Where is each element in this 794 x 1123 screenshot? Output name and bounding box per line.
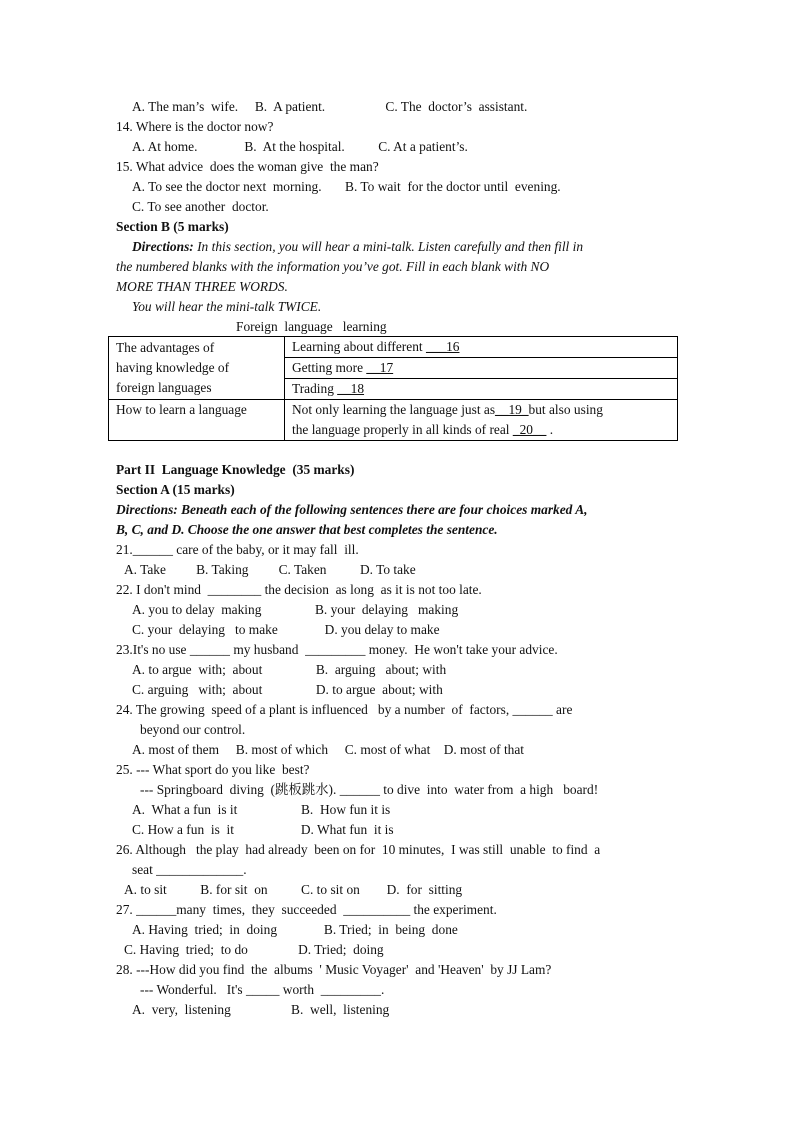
- part-ii-title: Part II Language Knowledge (35 marks): [116, 462, 355, 477]
- q25-options-cd: C. How a fun is it D. What fun it is: [132, 822, 394, 837]
- advantages-line2: having knowledge of: [116, 360, 230, 375]
- q24-stem-line2: beyond our control.: [140, 722, 246, 737]
- row-text: Not only learning the language just as: [292, 402, 496, 417]
- q23-stem: 23.It's no use ______ my husband _________ money. He won't take your advice.: [116, 642, 558, 657]
- section-a-title: Section A (15 marks): [116, 482, 235, 497]
- how-to-learn-cell: How to learn a language: [109, 400, 285, 441]
- row-text: the language properly in all kinds of real: [292, 422, 513, 437]
- blank-18: __18: [337, 381, 365, 396]
- table-title: Foreign language learning: [236, 319, 387, 334]
- q25-stem-line2: --- Springboard diving (跳板跳水). ______ to dive into water from a high board!: [140, 782, 599, 797]
- blank-18-cell: [285, 379, 678, 400]
- q26-options: A. to sit B. for sit on C. to sit on D. for sitting: [124, 882, 463, 897]
- advantages-line3: foreign languages: [116, 380, 212, 395]
- q23-options-ab: A. to argue with; about B. arguing about; with: [132, 662, 447, 677]
- table-row: [109, 337, 678, 358]
- section-b-directions-line3: MORE THAN THREE WORDS.: [116, 279, 288, 294]
- section-b-twice-note: You will hear the mini-talk TWICE.: [132, 299, 322, 314]
- mini-talk-table: [108, 336, 678, 441]
- q27-options-cd: C. Having tried; to do D. Tried; doing: [124, 942, 384, 957]
- directions-text: In this section, you will hear a mini-talk. Listen carefully and then fill in: [193, 239, 584, 254]
- section-b-title: Section B (5 marks): [116, 219, 229, 234]
- blank-19: __19_: [495, 402, 529, 417]
- q14-options: A. At home. B. At the hospital. C. At a patient’s.: [132, 139, 468, 154]
- q28-stem-line2: --- Wonderful. It's _____ worth _________.: [140, 982, 385, 997]
- q25-options-ab: A. What a fun is it B. How fun it is: [132, 802, 391, 817]
- part-ii-directions-line1: [116, 502, 588, 518]
- q27-options-ab: A. Having tried; in doing B. Tried; in being done: [132, 922, 458, 937]
- advantages-cell: [109, 337, 285, 400]
- directions-label: Directions:: [116, 502, 178, 517]
- table-row: [109, 400, 678, 441]
- q15-options-ab: A. To see the doctor next morning. B. To wait for the doctor until evening.: [132, 179, 561, 194]
- blank-16-cell: [285, 337, 678, 358]
- row-text: Trading: [292, 381, 338, 396]
- blank-17: __17: [366, 360, 394, 375]
- q15-option-c: C. To see another doctor.: [132, 199, 269, 214]
- advantages-line1: The advantages of: [116, 340, 215, 355]
- row-text: but also using: [528, 402, 603, 417]
- q28-options-ab: A. very, listening B. well, listening: [132, 1002, 390, 1017]
- row-text: Getting more: [292, 360, 367, 375]
- blank-19-20-cell: [285, 400, 678, 441]
- section-b-directions-line2: the numbered blanks with the information you’ve got. Fill in each blank with NO: [116, 259, 550, 274]
- q15-stem: 15. What advice does the woman give the man?: [116, 159, 379, 174]
- blank-17-cell: [285, 358, 678, 379]
- q24-stem-line1: 24. The growing speed of a plant is influenced by a number of factors, ______ are: [116, 702, 573, 717]
- directions-label: Directions:: [132, 239, 194, 254]
- blank-16: ___16: [426, 339, 460, 354]
- directions-text: Beneath each of the following sentences there are four choices marked A,: [177, 502, 588, 517]
- q25-stem-line1: 25. --- What sport do you like best?: [116, 762, 310, 777]
- q21-options: A. Take B. Taking C. Taken D. To take: [124, 562, 416, 577]
- row-text: Learning about different: [292, 339, 423, 354]
- q24-options: A. most of them B. most of which C. most of what D. most of that: [132, 742, 525, 757]
- blank-20: _20__: [512, 422, 547, 437]
- q13-options: A. The man’s wife. B. A patient. C. The doctor’s assistant.: [132, 99, 528, 114]
- section-b-directions-line1: [132, 239, 583, 255]
- q26-stem-line2: seat _____________.: [132, 862, 247, 877]
- q22-options-cd: C. your delaying to make D. you delay to make: [132, 622, 440, 637]
- q21-stem: 21.______ care of the baby, or it may fall ill.: [116, 542, 359, 557]
- q22-stem: 22. I don't mind ________ the decision as long as it is not too late.: [116, 582, 482, 597]
- q23-options-cd: C. arguing with; about D. to argue about; with: [132, 682, 443, 697]
- q14-stem: 14. Where is the doctor now?: [116, 119, 274, 134]
- part-ii-directions-line2: B, C, and D. Choose the one answer that best completes the sentence.: [116, 522, 498, 537]
- row-text: .: [546, 422, 554, 437]
- q27-stem: 27. ______many times, they succeeded __________ the experiment.: [116, 902, 497, 917]
- q26-stem-line1: 26. Although the play had already been on for 10 minutes, I was still unable to find a: [116, 842, 601, 857]
- q28-stem-line1: 28. ---How did you find the albums ' Music Voyager' and 'Heaven' by JJ Lam?: [116, 962, 552, 977]
- q22-options-ab: A. you to delay making B. your delaying making: [132, 602, 459, 617]
